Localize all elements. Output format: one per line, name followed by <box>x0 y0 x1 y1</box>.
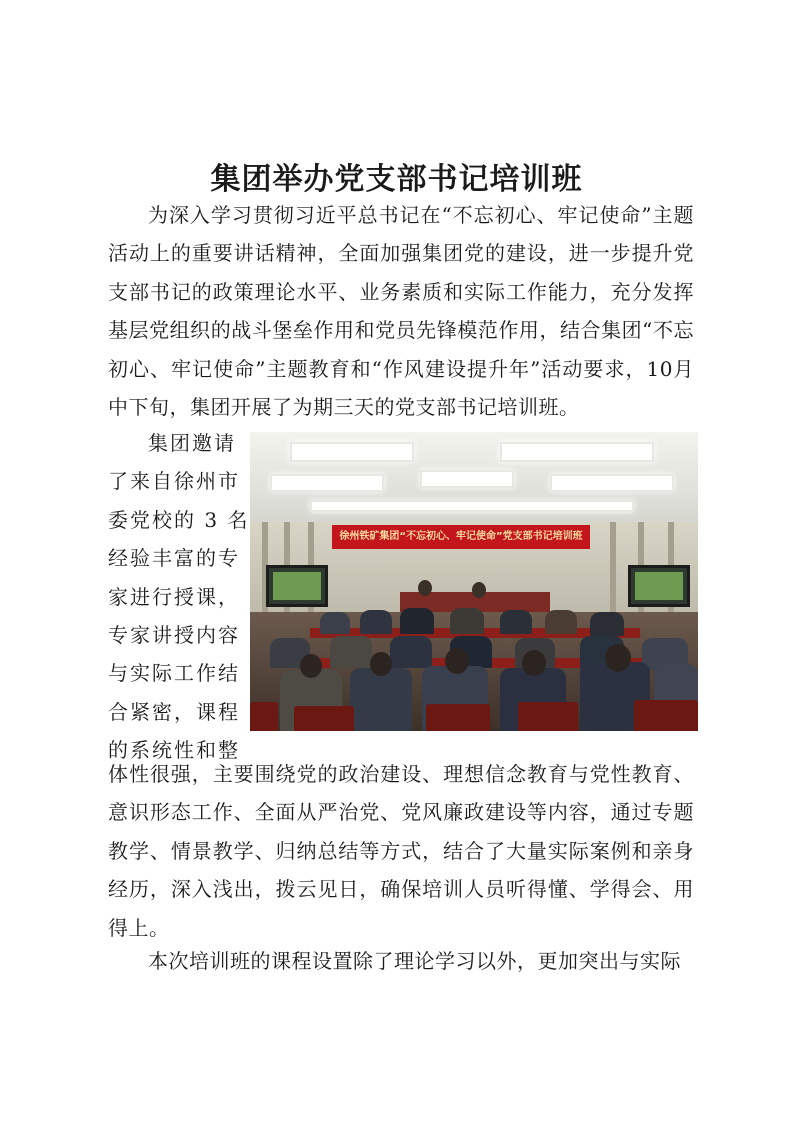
speaker <box>472 582 486 598</box>
attendee-head <box>445 648 469 674</box>
attendee-head <box>605 644 631 672</box>
chair <box>518 702 578 731</box>
wrapped-text-column <box>108 424 250 770</box>
wrap-line: 与实际工作结 <box>108 661 240 686</box>
attendee <box>360 610 392 634</box>
attendee <box>350 668 412 731</box>
paragraph-continued: 体性很强，主要围绕党的政治建设、理想信念教育与党性教育、意识形态工作、全面从严治党、党风廉政建设等内容，通过专题教学、情景教学、归纳总结等方式，结合了大量实际案例和亲身经历，深入浅出，拨云见日，确保培训人员听得懂、学得会、用得上。 <box>108 762 694 940</box>
ceiling-light <box>290 442 414 462</box>
wrap-line: 家进行授课， <box>108 584 240 609</box>
attendee <box>330 636 372 668</box>
paragraph-intro: 为深入学习贯彻习近平总书记在“不忘初心、牢记使命”主题活动上的重要讲话精神，全面加强集团党的建设，进一步提升党支部书记的政策理论水平、业务素质和实际工作能力，充分发挥基层党组织的战斗堡垒作用和党员先锋模范作用，结合集团“不忘初心、牢记使命”主题教育和“作风建设提升年”活动要求，10月中下旬，集团开展了为期三天的党支部书记培训班。 <box>108 203 694 420</box>
paragraph-final: 本次培训班的课程设置除了理论学习以外，更加突出与实际 <box>148 949 681 973</box>
wrap-line: 的系统性和整 <box>108 738 240 763</box>
attendee <box>545 610 577 634</box>
wrap-line: 集团邀请 <box>148 431 236 455</box>
wrap-line: 经验丰富的专 <box>108 546 240 571</box>
chair <box>250 702 278 731</box>
speaker <box>418 580 432 596</box>
attendee <box>590 612 624 636</box>
ceiling-light <box>420 470 514 488</box>
attendee <box>400 608 434 634</box>
ceiling-light <box>550 474 674 492</box>
attendee-head <box>370 652 392 676</box>
training-session-photo <box>250 432 698 731</box>
wrap-line: 了来自徐州市 <box>108 469 240 494</box>
meeting-banner: 徐州铁矿集团“不忘初心、牢记使命”党支部书记培训班 <box>332 525 590 549</box>
ceiling-light <box>310 500 634 512</box>
chair <box>426 704 490 731</box>
attendee <box>500 610 532 634</box>
chair <box>634 700 698 731</box>
ceiling-light <box>500 442 654 462</box>
attendee-head <box>300 654 322 678</box>
display-screen-left <box>266 565 328 607</box>
wrap-line: 专家讲授内容 <box>108 622 240 647</box>
attendee <box>320 612 350 634</box>
attendee-head <box>522 650 546 676</box>
wrap-line: 委党校的 3 名 <box>108 507 250 532</box>
article-title: 集团举办党支部书记培训班 <box>210 162 583 198</box>
attendee <box>390 636 432 668</box>
display-screen-right <box>628 565 690 607</box>
chair <box>294 706 354 731</box>
ceiling-light <box>270 474 384 492</box>
wrap-line: 合紧密，课程 <box>108 699 240 724</box>
attendee <box>450 608 484 634</box>
